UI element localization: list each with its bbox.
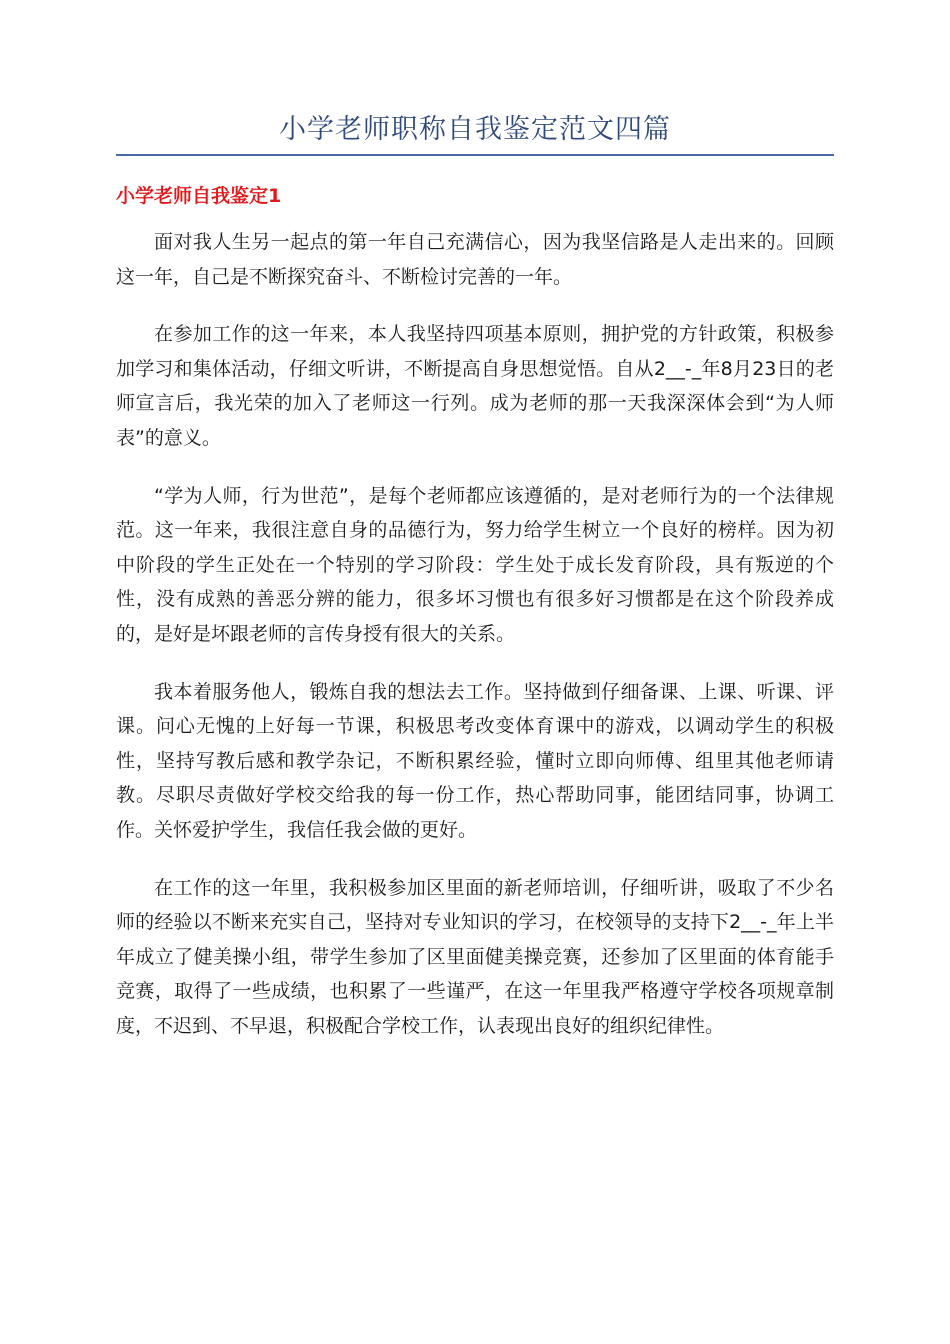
document-title: 小学老师职称自我鉴定范文四篇 <box>279 114 671 145</box>
section-heading: 小学老师自我鉴定1 <box>116 185 282 207</box>
paragraph: 面对我人生另一起点的第一年自己充满信心，因为我坚信路是人走出来的。回顾这一年，自己是不断探究奋斗、不断检讨完善的一年。 <box>116 231 834 288</box>
paragraph: 我本着服务他人，锻炼自我的想法去工作。坚持做到仔细备课、上课、听课、评课。问心无愧的上好每一节课，积极思考改变体育课中的游戏，以调动学生的积极性，坚持写教后感和教学杂记，不断积累经验，懂时立即向师傅、组里其他老师请教。尽职尽责做好学校交给我的每一份工作，热心帮助同事，能团结同事，协调工作。关怀爱护学生，我信任我会做的更好。 <box>116 680 834 841</box>
paragraph: 在参加工作的这一年来，本人我坚持四项基本原则，拥护党的方针政策，积极参加学习和集体活动，仔细文听讲，不断提高自身思想觉悟。自从2__-_年8月23日的老师宣言后，我光荣的加入了老师这一行列。成为老师的那一天我深深体会到“为人师表”的意义。 <box>116 323 834 449</box>
paragraph: 在工作的这一年里，我积极参加区里面的新老师培训，仔细听讲，吸取了不少名师的经验以不断来充实自己，坚持对专业知识的学习，在校领导的支持下2__-_年上半年成立了健美操小组，带学生参加了区里面健美操竞赛，还参加了区里面的体育能手竞赛，取得了一些成绩，也积累了一些谨严，在这一年里我严格遵守学校各项规章制度，不迟到、不早退，积极配合学校工作，认表现出良好的组织纪律性。 <box>116 876 834 1037</box>
title-divider <box>116 154 834 156</box>
paragraph: “学为人师，行为世范”，是每个老师都应该遵循的，是对老师行为的一个法律规范。这一年来，我很注意自身的品德行为，努力给学生树立一个良好的榜样。因为初中阶段的学生正处在一个特别的学习阶段：学生处于成长发育阶段，具有叛逆的个性，没有成熟的善恶分辨的能力，很多坏习惯也有很多好习惯都是在这个阶段养成的，是好是坏跟老师的言传身授有很大的关系。 <box>116 484 834 645</box>
document-body <box>116 225 834 1066</box>
